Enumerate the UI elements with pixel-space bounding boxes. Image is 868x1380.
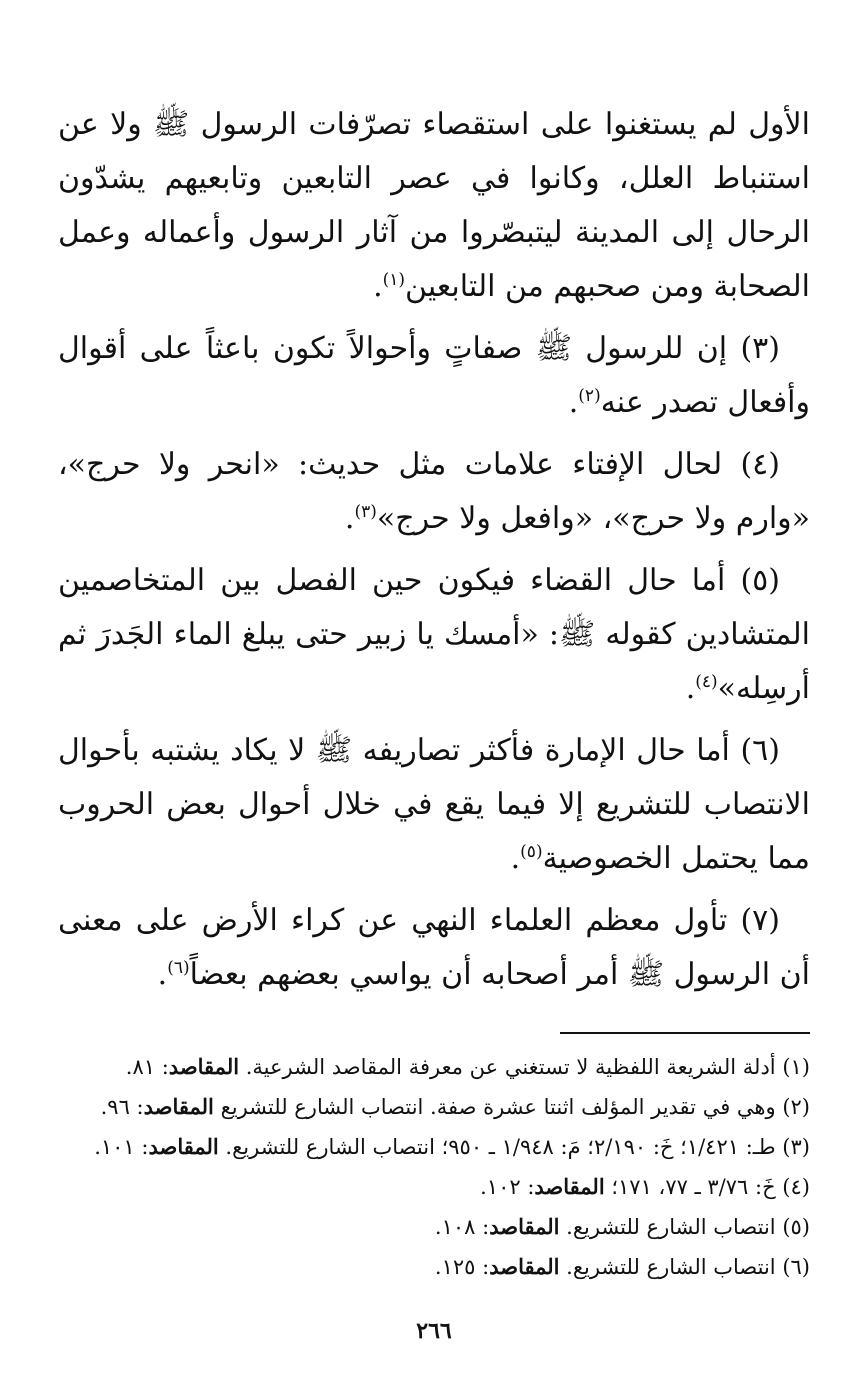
footnote-5 bbox=[58, 1208, 810, 1246]
footnote-1 bbox=[58, 1048, 810, 1086]
page-ref: : ١٠١. bbox=[94, 1135, 149, 1159]
paragraph-text: (٥) أما حال القضاء فيكون حين الفصل بين المتخاصمين المتشادين كقوله ﷺ: «أمسك يا زبير حتى يبلغ الماء الجَدرَ ثم أرسِله» bbox=[58, 563, 810, 706]
footnote-text: (٦) انتصاب الشارع للتشريع. bbox=[566, 1255, 810, 1279]
source-label: المقاصد bbox=[168, 1054, 240, 1079]
footnote-text: (٣) طـ: ١/٤٢١؛ خَ: ٢/١٩٠؛ مَ: ١/٩٤٨ ـ ٩٥٠؛ انتصاب الشارع للتشريع. bbox=[225, 1135, 810, 1159]
page-ref: : ٩٦. bbox=[100, 1095, 144, 1119]
footnote-4 bbox=[58, 1168, 810, 1206]
footnote-ref: (١) bbox=[382, 270, 406, 290]
page-number: ٢٦٦ bbox=[416, 1318, 452, 1344]
page-ref: : ١٢٥. bbox=[434, 1255, 490, 1279]
period: . bbox=[685, 671, 696, 706]
source-label: المقاصد bbox=[143, 1094, 214, 1119]
paragraph-text: (٤) لحال الإفتاء علامات مثل حديث: «انحر ولا حرج»، «وارم ولا حرج»، «وافعل ولا حرج» bbox=[58, 447, 810, 536]
footnote-text: (٤) خَ: ٣/٧٦ ـ ٧٧، ١٧١؛ bbox=[611, 1175, 810, 1199]
paragraph-text: (٣) إن للرسول ﷺ صفاتٍ وأحوالاً تكون باعثاً على أقوال وأفعال تصدر عنه bbox=[58, 331, 810, 420]
footnotes bbox=[58, 1048, 810, 1286]
paragraph-4 bbox=[58, 438, 810, 546]
paragraph-text: (٧) تأول معظم العلماء النهي عن كراء الأرض على معنى أن الرسول ﷺ أمر أصحابه أن يواسي بعضهم بعضاً bbox=[58, 903, 810, 992]
footnote-6 bbox=[58, 1248, 810, 1286]
paragraph-6 bbox=[58, 724, 810, 886]
main-text bbox=[58, 98, 810, 1002]
paragraph-5 bbox=[58, 554, 810, 716]
footnote-3 bbox=[58, 1128, 810, 1166]
period: . bbox=[568, 385, 579, 420]
paragraph-continuation bbox=[58, 98, 810, 314]
period: . bbox=[157, 957, 168, 992]
source-label: المقاصد bbox=[489, 1214, 560, 1239]
footnote-2 bbox=[58, 1088, 810, 1126]
book-page bbox=[58, 98, 810, 1288]
footnote-ref: (٣) bbox=[354, 502, 377, 522]
page-ref: : ٨١. bbox=[125, 1055, 169, 1079]
footnote-ref: (٥) bbox=[520, 842, 543, 862]
paragraph-text: الأول لم يستغنوا على استقصاء تصرّفات الرسول ﷺ ولا عن استنباط العلل، وكانوا في عصر التابعين وتابعيهم يشدّون الرحال إلى المدينة ليتبصّروا من آثار الرسول وأعماله وعمل الصحابة ومن صحبهم من التابعين bbox=[58, 107, 810, 304]
page-ref: : ١٠٨. bbox=[434, 1215, 490, 1239]
footnote-text: (١) أدلة الشريعة اللفظية لا تستغني عن معرفة المقاصد الشرعية. bbox=[245, 1055, 810, 1079]
paragraph-3 bbox=[58, 322, 810, 430]
footnote-ref: (٢) bbox=[578, 386, 601, 406]
paragraph-text: (٦) أما حال الإمارة فأكثر تصاريفه ﷺ لا يكاد يشتبه بأحوال الانتصاب للتشريع إلا فيما يقع في خلال أحوال بعض الحروب مما يحتمل الخصوصية bbox=[58, 733, 810, 876]
footnote-ref: (٤) bbox=[695, 672, 718, 692]
period: . bbox=[344, 501, 355, 536]
period: . bbox=[373, 269, 383, 304]
source-label: المقاصد bbox=[534, 1174, 605, 1199]
page-ref: : ١٠٢. bbox=[480, 1175, 535, 1199]
footnote-text: (٥) انتصاب الشارع للتشريع. bbox=[566, 1215, 810, 1239]
source-label: المقاصد bbox=[489, 1254, 560, 1279]
footnote-divider bbox=[560, 1032, 810, 1034]
paragraph-7 bbox=[58, 894, 810, 1002]
source-label: المقاصد bbox=[148, 1134, 219, 1159]
period: . bbox=[510, 841, 521, 876]
footnote-ref: (٦) bbox=[167, 958, 190, 978]
footnote-text: (٢) وهي في تقدير المؤلف اثنتا عشرة صفة. انتصاب الشارع للتشريع bbox=[220, 1095, 810, 1119]
